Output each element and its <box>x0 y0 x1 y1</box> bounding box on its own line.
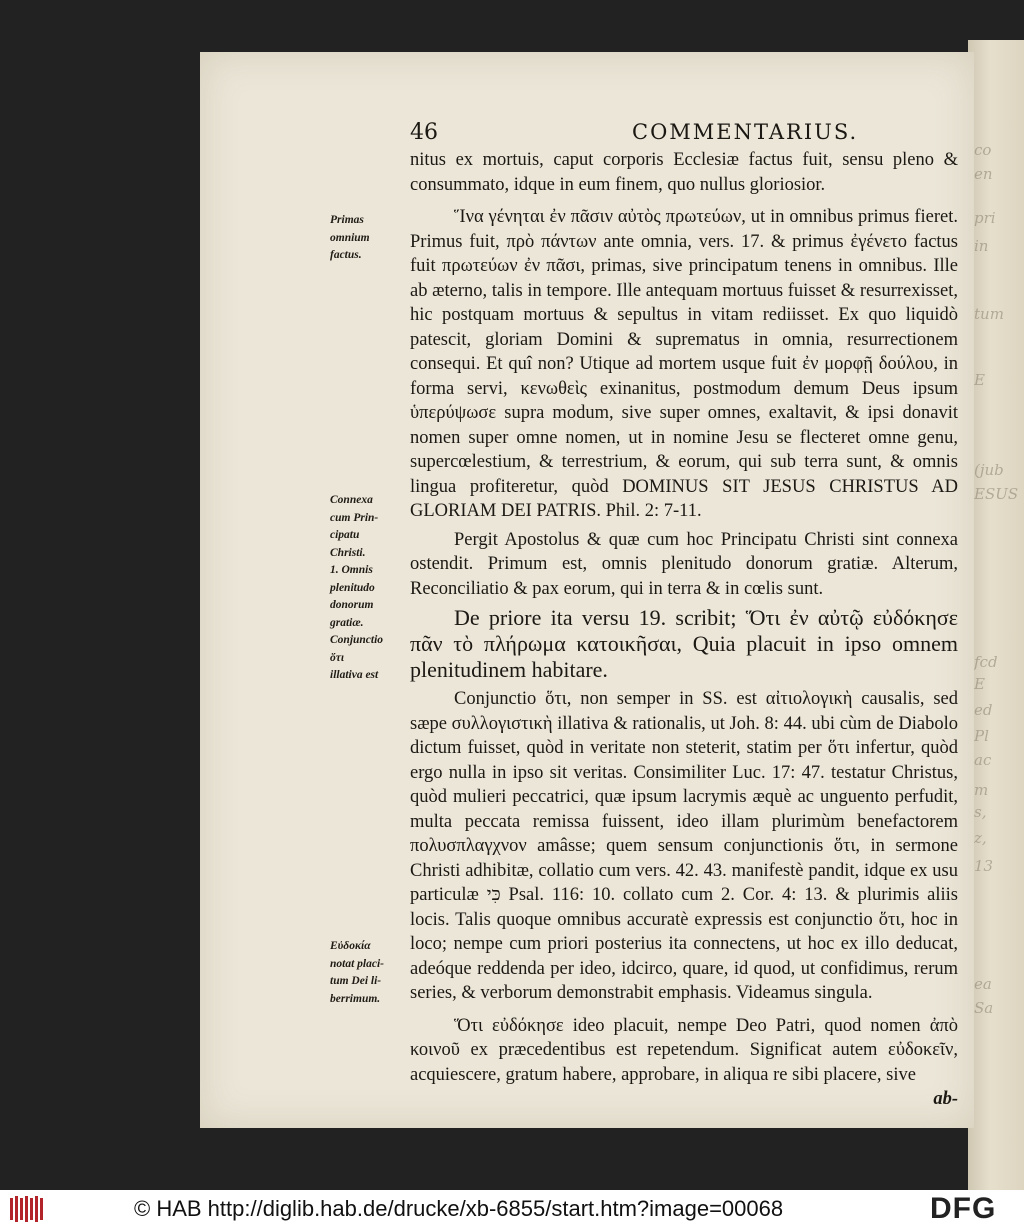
paragraph-connexa: Pergit Apostolus & quæ cum hoc Principatu Christi sint connexa ostendit. Primum est, omnis plenitudo donorum gratiæ. Alterum, Reconciliatio & pax eorum, qui in terra & in cœlis sunt. <box>410 529 958 599</box>
ghost-text: ESUS <box>974 485 1019 503</box>
dfg-logo: DFG <box>930 1192 997 1225</box>
margin-line: Christi. <box>330 546 366 559</box>
margin-line: Connexa <box>330 494 373 506</box>
ghost-text: ac <box>974 751 992 769</box>
margin-line: ὅτι <box>330 651 345 664</box>
ghost-text: en <box>974 165 993 183</box>
margin-line: Conjunctio <box>330 634 384 646</box>
margin-note-primas <box>330 212 404 265</box>
margin-note-eudokia <box>330 938 404 1008</box>
ghost-text: Sa <box>974 999 994 1017</box>
paragraph-conjunctio: Conjunctio ὅτι, non semper in SS. est αἰτιολογικὴ causalis, sed sæpe συλλογιστικὴ illativa & rationalis, ut Joh. 8: 44. ubi cùm de Diabolo dictum fuisset, quòd in veritate non steterit, statim per ὅτι infertur, quòd ergo nulla in ipso sit veritas. Consimiliter Luc. 17: 47. testatur Christus, quòd mulieri peccatrici, quæ ipsum lacrymis æquè ac unguento perfudit, multa peccata remissa fuissent, ideo illam plurimùm benefactorem πολυσπλαγχνον amâsse; quem sensum conjunctionis ὅτι, in sermone Christi adhibitæ, collatio cum vers. 42. 43. manifestè pandit, idque ex usu particulæ כִּי Psal. 116: 10. collato cum 2. Cor. 4: 13. & plurimis aliis locis. Talis quoque omnibus accuratè expressis est conjunctio ὅτι, hoc in loco; nempe cum priori posterius ita connectens, ut hoc ex illo deducat, adeóque reddenda per ideo, idcirco, quare, id quod, ut confidimus, rerum series, & verborum demonstrabit emphasis. Videamus singula. <box>410 689 959 1003</box>
ghost-text: E <box>974 371 985 389</box>
adjacent-page-edge <box>968 40 1024 1190</box>
ghost-text: pri <box>974 209 996 227</box>
paragraph-primas: Ἵνα γένηται ἐν πᾶσιν αὐτὸς πρωτεύων, ut in omnibus primus fieret. Primus fuit, πρὸ πάντων ante omnia, vers. 17. & primus ἐγένετο factus fuit πρωτεύων ἐν πᾶσι, primas, sive principatum tenens in omnibus. Ille ab æterno, talis in tempore. Ille antequam mortuus fuisset & resurrexisset, hic postquam mortuus & sepultus in vitam rediisset. Ex quo liquidò patescit, gloriam Domini & suprematus in omnia, resurrectionem consequi. Et quî non? Utique ad mortem usque fuit ἐν μορφῇ δούλου, in forma servi, κενωθεὶς exinanitus, postmodum demum Deus ipsum ὑπερύψωσε supra modum, sive super omnes, exaltavit, & ipsi donavit nomen super omne nomen, ut in nomine Jesu se flecteret omne genu, supercœlestium, & terrestrium, & eorum, qui sub terra sunt, & omnis lingua profiteretur, quòd DOMINUS SIT JESUS CHRISTUS AD GLORIAM DEI PATRIS. Phil. 2: 7-11. <box>410 207 958 521</box>
margin-line: notat placi- <box>330 957 384 970</box>
ghost-text: co <box>974 141 992 159</box>
ghost-text: tum <box>974 305 1004 323</box>
margin-line: Primas <box>330 214 364 226</box>
paragraph-eudokia: Ὅτι εὐδόκησε ideo placuit, nempe Deo Patri, quod nomen ἀπὸ κοινοῦ ex præcedentibus est repetendum. Significat autem εὐδοκεῖν, acquiescere, gratum habere, approbare, in aliqua re sibi placere, sive <box>410 1015 958 1085</box>
margin-line: cum Prin- <box>330 511 379 524</box>
hab-library-logo-icon <box>8 1195 48 1223</box>
margin-line: gratiæ. <box>330 616 364 629</box>
margin-line: omnium <box>330 231 370 244</box>
margin-line: plenitudo <box>330 581 375 594</box>
paragraph-verse-19: De priore ita versu 19. scribit; Ὅτι ἐν αὐτῷ εὐδόκησε πᾶν τὸ πλήρωμα κατοικῆσαι, Quia placuit in ipso omnem plenitudinem habitare. <box>410 605 958 682</box>
ghost-text: ea <box>974 975 992 993</box>
ghost-text: ed <box>974 701 993 719</box>
margin-line: donorum <box>330 599 374 611</box>
catchword: ab- <box>933 1089 958 1109</box>
margin-line: factus. <box>330 249 362 261</box>
main-text <box>410 148 958 1112</box>
book-page <box>200 52 974 1128</box>
paragraph-continuation: nitus ex mortuis, caput corporis Ecclesiæ factus fuit, sensu pleno & consummato, idque in eum finem, quo nullus gloriosior. <box>410 150 958 195</box>
ghost-text: fcd <box>974 653 998 671</box>
ghost-text: 13 <box>974 857 994 875</box>
margin-line: cipatu <box>330 529 360 541</box>
ghost-text: in <box>974 237 989 255</box>
running-title: COMMENTARIUS. <box>632 120 859 144</box>
ghost-text: m <box>974 781 989 799</box>
margin-line: 1. Omnis <box>330 564 373 576</box>
copyright-url[interactable]: © HAB http://diglib.hab.de/drucke/xb-6855/start.htm?image=00068 <box>134 1196 784 1221</box>
margin-line: illativa est <box>330 669 379 681</box>
page-number: 46 <box>410 120 438 145</box>
ghost-text: (jub <box>974 461 1004 479</box>
ghost-text: z, <box>974 829 987 847</box>
ghost-text: Pl <box>974 727 989 745</box>
margin-line: tum Dei li- <box>330 975 382 987</box>
ghost-text: E <box>974 675 985 693</box>
ghost-text: s, <box>974 803 987 821</box>
margin-line: Εὐδοκία <box>330 940 371 952</box>
margin-line: berrimum. <box>330 992 381 1005</box>
viewer-footer <box>0 1190 1024 1228</box>
margin-note-connexa <box>330 492 404 685</box>
